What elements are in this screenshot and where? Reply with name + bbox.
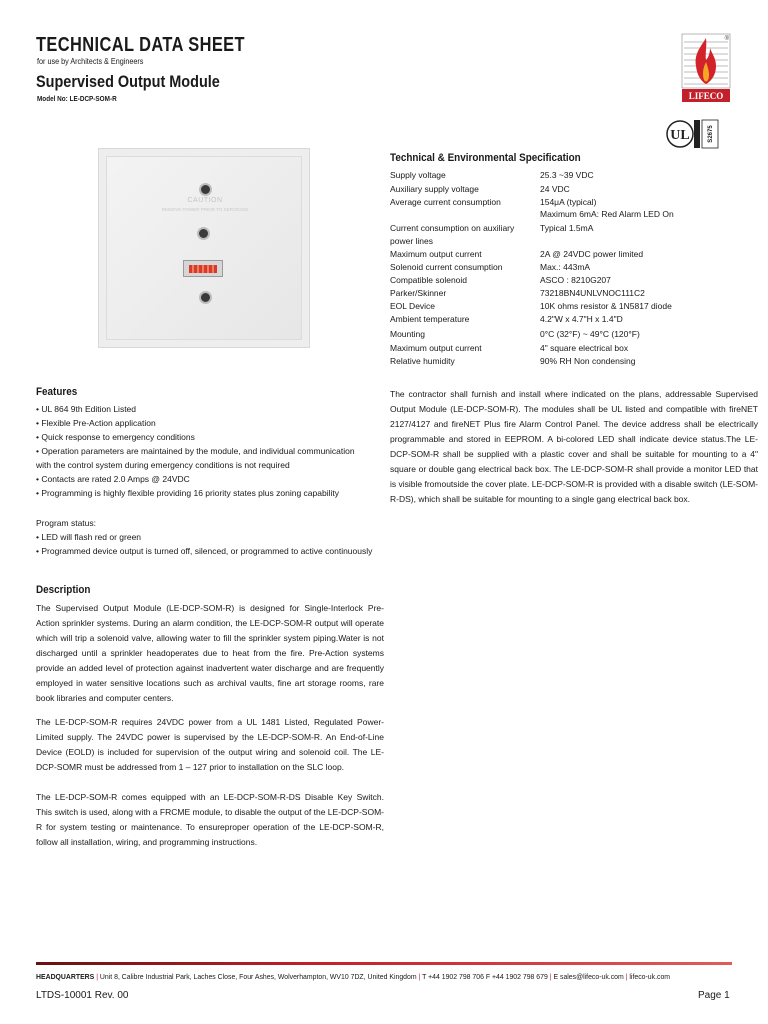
document-title: TECHNICAL DATA SHEET [36,34,245,56]
spec-label: Solenoid current consumption [390,262,503,272]
description-heading: Description [36,584,91,596]
spec-heading: Technical & Environmental Specification [390,152,581,164]
svg-text:UL: UL [670,128,690,143]
lifeco-logo [680,32,732,104]
list-item: • Operation parameters are maintained by the module, and individual communication [36,446,355,456]
spec-value: 24 VDC [540,184,570,194]
spec-value: 90% RH Non condensing [540,356,636,366]
spec-value: 10K ohms resistor & 1N5817 diode [540,301,672,311]
spec-value: Max.: 443mA [540,262,591,272]
spec-label: EOL Device [390,301,436,311]
module-title: Supervised Output Module [36,72,220,91]
document-reference: LTDS-10001 Rev. 00 [36,990,129,1001]
caution-label: CAUTION [187,197,223,204]
footer-website[interactable]: lifeco-uk.com [629,972,671,981]
footer-address: Unit 8, Calibre Industrial Park, Laches Close, Four Ashes, Wolverhampton, WV10 7DZ, United Kingdom [99,972,417,981]
description-paragraph: The LE-DCP-SOM-R comes equipped with an LE-DCP-SOM-R-DS Disable Key Switch. This switch is used, along with a FRCME module, to disable the output of the LE-DCP-SOM-R for system testing or maintenance. To ensureproper operation of the LE-DCP-SOM-R, follow all installation, wiring, and programming instructions. [36,792,384,847]
spec-value: Typical 1.5mA [540,223,594,233]
model-number: Model No: LE-DCP-SOM-R [37,94,117,103]
spec-label: Current consumption on auxiliary [390,223,515,233]
logo-text: LIFECO [688,91,724,101]
footer-phone: T +44 1902 798 706 F +44 1902 798 679 [422,972,548,981]
spec-label: Relative humidity [390,356,455,366]
led-hole-icon [199,183,212,196]
spec-label: Average current consumption [390,197,501,207]
list-item: • Programmed device output is turned off, silenced, or programmed to active continuously [36,546,373,556]
spec-value: 4.2"W x 4.7"H x 1.4"D [540,314,623,324]
screw-hole-icon [199,291,212,304]
screw-hole-icon [197,227,210,240]
features-heading: Features [36,386,78,398]
spec-label: Ambient temperature [390,314,470,324]
list-item: • Programming is highly flexible providing 16 priority states plus zoning capability [36,488,339,498]
svg-text:®: ® [724,36,729,42]
ul-certification-icon [664,116,720,152]
caution-sublabel: REMOVE POWER PRIOR TO SERVICING [161,207,249,212]
spec-value: 0°C (32°F) ~ 49°C (120°F) [540,329,640,339]
spec-label: Auxiliary supply voltage [390,184,479,194]
page-number: Page 1 [698,990,730,1001]
list-item: • Quick response to emergency conditions [36,432,195,442]
spec-value: 73218BN4UNLVNOC111C2 [540,288,645,298]
spec-value: ASCO : 8210G207 [540,275,611,285]
footer-hq-label: HEADQUARTERS [36,972,95,981]
program-status-heading: Program status: [36,518,96,528]
disable-key-switch [183,260,223,277]
spec-label: Parker/Skinner [390,288,447,298]
spec-label: Maximum output current [390,343,482,353]
description-paragraph: The LE-DCP-SOM-R requires 24VDC power from a UL 1481 Listed, Regulated Power-Limited supply. The 24VDC power is supervised by the LE-DCP-SOM-R. An End-of-Line Device (EOLD) is included for supervision of the output wiring and solenoid coil. The LE-DCP-SOMR must be addressed from 1 – 127 prior to installation on the SLC loop. [36,717,384,772]
list-item: • LED will flash red or green [36,532,142,542]
device-photo [98,148,310,348]
spec-label: Supply voltage [390,170,446,180]
svg-text:S2675: S2675 [708,125,714,143]
spec-value: 25.3 ~39 VDC [540,170,594,180]
spec-label: Compatible solenoid [390,275,468,285]
list-item: • UL 864 9th Edition Listed [36,404,137,414]
list-item: with the control system during emergency conditions is not required [36,460,290,470]
spec-value: 154μA (typical) [540,197,597,207]
footer-divider [36,962,732,965]
audience-note: for use by Architects & Engineers [37,56,144,66]
spec-label: Maximum output current [390,249,482,259]
spec-value: 4" square electrical box [540,343,629,353]
footer-contact: HEADQUARTERS | Unit 8, Calibre Industrial Park, Laches Close, Four Ashes, Wolverhampton, WV10 7DZ, United Kingdom | T +44 1902 798 706 F +44 1902 798 679 | E sales@lifeco-uk.com | lifeco-uk.com [36,972,671,981]
spec-value: 2A @ 24VDC power limited [540,249,644,259]
footer-email[interactable]: E sales@lifeco-uk.com [553,972,624,981]
list-item: • Flexible Pre-Action application [36,418,156,428]
spec-label: power lines [390,236,433,246]
description-paragraph: The Supervised Output Module (LE-DCP-SOM-R) is designed for Single-Interlock Pre-Action sprinkler systems. During an alarm condition, the LE-DCP-SOM-R output will operate which will trip a solenoid valve, allowing water to fill the sprinkler system piping.Water is not discharged until a sprinkler headoperates due to heat from the fire. Pre-Action systems provide an added level of protection against inadvertent water discharge and are frequently employed in water sensitive locations such as archival vaults, fine art storage rooms, rare book libraries and computer centers. [36,603,384,703]
contractor-paragraph: The contractor shall furnish and install where indicated on the plans, addressable Supervised Output Module (LE-DCP-SOM-R). The modules shall be UL listed and compatible with fireNET 2127/4127 and fireNET Plus fire Alarm Control Panel. The device address shall be electrically programmable and stored in EEPROM. A bi-colored LED shall indicate device status.The LE-DCP-SOM-R shall be supplied with a plastic cover and shall be suitable for mounting to a 4" square or double gang electrical back box. The LE-DCP-SOM-R shall provide a monitor LED that is visible fromoutside the cover plate. LE-DCP-SOM-R is provided with a disable switch (LE-SOM-R-DS), which shall be suitable for mounting to a single gang electrical back box. [390,389,758,504]
list-item: • Contacts are rated 2.0 Amps @ 24VDC [36,474,190,484]
spec-value: Maximum 6mA: Red Alarm LED On [540,209,674,219]
spec-label: Mounting [390,329,425,339]
